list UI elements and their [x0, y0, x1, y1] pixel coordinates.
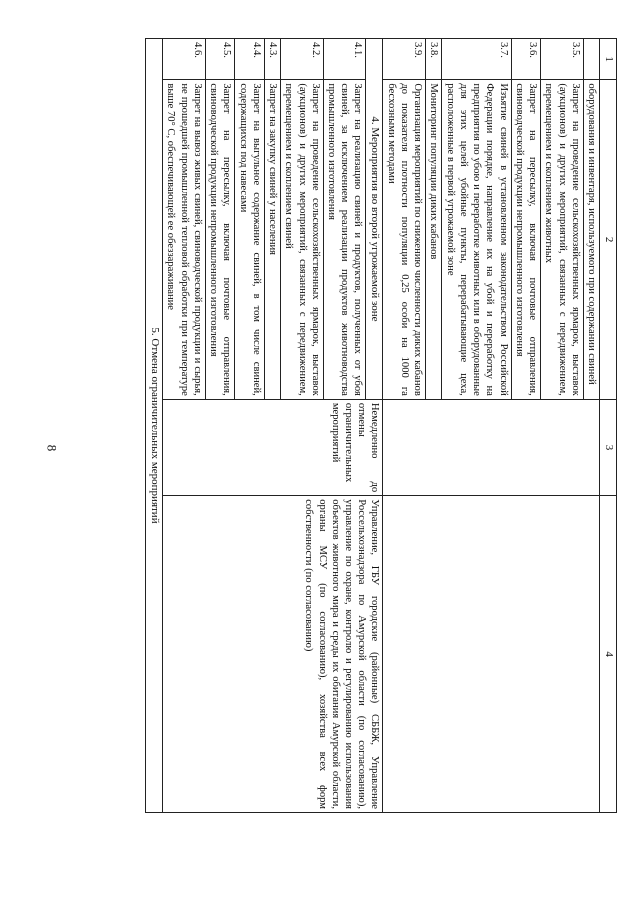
- page-number: 8: [44, 444, 60, 452]
- row-number: 4.3.: [264, 39, 280, 80]
- row-number: 3.7.: [442, 39, 511, 80]
- section-heading-row: [146, 39, 163, 813]
- row-text: Запрет на реализацию свиней и продуктов, полученных от убоя свиней, за исключением реализации продуктов животноводства промышленного изготовления: [323, 80, 366, 400]
- measures-table: [145, 38, 617, 813]
- row-number: 4.5.: [205, 39, 234, 80]
- header-col-1: 1: [600, 39, 617, 80]
- row-text: Запрет на проведение сельскохозяйственных ярмарок, выставок (аукционов) и других мероприятий, связанных с передвижением, перемещением и скоплением животных: [541, 80, 584, 400]
- header-col-3: 3: [600, 399, 617, 495]
- row-text: Запрет на пересылку, включая почтовые отправления, свиноводческой продукции непромышленного изготовления: [511, 80, 540, 400]
- row-text: Изъятие свиней в установленном законодательством Российской Федерации порядке, направление их на убой и переработку на предприятия по убою и переработке животных или в оборудованные для этих целей убойные пункты, перерабатывающие цеха, расположенные в первой угрожаемой зоне: [442, 80, 511, 400]
- row-text: Запрет на проведение сельскохозяйственных ярмарок, выставок (аукционов) и других мероприятий, связанных с передвижением, перемещением и скоплением свиней: [281, 80, 324, 400]
- table-row: [583, 39, 599, 813]
- row-text: оборудования и инвентаря, используемого при содержании свиней: [583, 80, 599, 400]
- row-number: 4.2.: [281, 39, 324, 80]
- row-number: 3.6.: [511, 39, 540, 80]
- row-number: 3.5.: [541, 39, 584, 80]
- row-number: [583, 39, 599, 80]
- header-col-2: 2: [600, 80, 617, 400]
- row-number: 3.8.: [426, 39, 442, 80]
- row-text: Организация мероприятий по снижению численности диких кабанов до показателя плотности популяции 0,25 особи на 1000 га бесхозными методами: [383, 80, 426, 400]
- row-text: Мониторинг популяции диких кабанов: [426, 80, 442, 400]
- header-col-4: 4: [600, 496, 617, 813]
- deadline-cell-section3: [383, 399, 600, 495]
- section4-deadline: Немедленно до отмены ограничительных мероприятий: [163, 399, 383, 495]
- row-number: 4.6.: [163, 39, 206, 80]
- row-number: 4.4.: [235, 39, 264, 80]
- row-number: 3.9.: [383, 39, 426, 80]
- row-text: Запрет на закупку свиней у населения: [264, 80, 280, 400]
- section4-title: 4. Мероприятия во второй угрожаемой зоне: [366, 39, 383, 400]
- header-row: [600, 39, 617, 813]
- section5-title: 5. Отмена ограничительных мероприятий: [146, 39, 163, 813]
- row-text: Запрет на вывоз живых свиней, свиноводческой продукции и сырья, не прошедшей промышленной тепловой обработки при температуре выше 70° С, обеспечивающей ее обеззараживание: [163, 80, 206, 400]
- responsible-cell-section3: [383, 496, 600, 813]
- section4-responsible: Управление, ГБУ городские (районные) СББЖ, Управление Россельхознадзора по Амурской области (по согласованию), управление по охране, контролю и регулированию использования объектов животного мира и среды их обитания Амурской области, органы МСУ (по согласованию), хозяйства всех форм собственности (по согласованию): [163, 496, 383, 813]
- row-text: Запрет на пересылку, включая почтовые отправления, свиноводческой продукции непромышленного изготовления: [205, 80, 234, 400]
- row-text: Запрет на выгульное содержание свиней, в том числе свиней, содержащихся под навесами: [235, 80, 264, 400]
- rotated-table-sheet: [102, 38, 617, 813]
- row-number: 4.1.: [323, 39, 366, 80]
- section-heading-row: [366, 39, 383, 813]
